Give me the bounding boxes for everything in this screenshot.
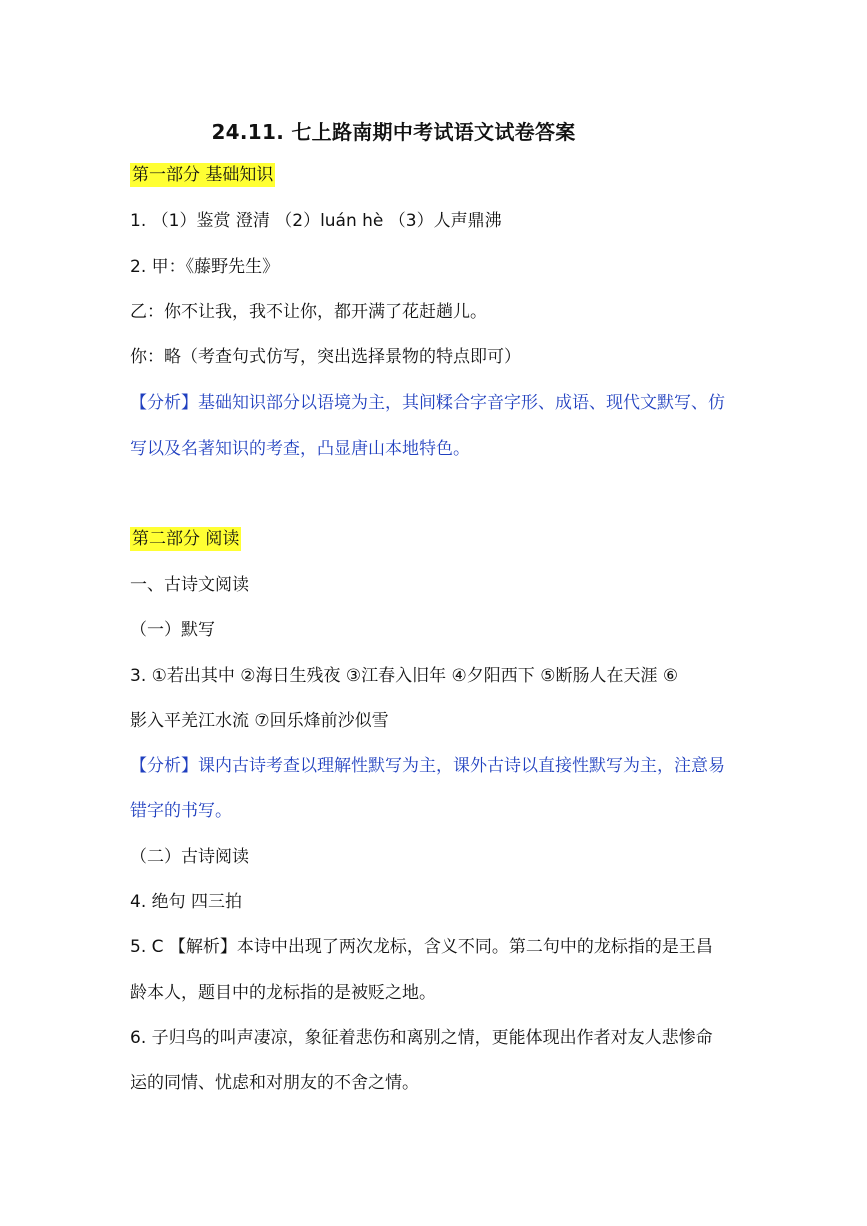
answer-q4: 4. 绝句 四三拍 — [130, 892, 243, 912]
answer-q6-line1: 6. 子归鸟的叫声凄凉，象征着悲伤和离别之情，更能体现出作者对友人悲惨命 — [130, 1028, 713, 1048]
subsection-classical-reading: 一、古诗文阅读 — [130, 575, 249, 595]
part1-analysis-line2: 写以及名著知识的考查，凸显唐山本地特色。 — [130, 439, 470, 459]
answer-q3-line2: 影入平羌江水流 ⑦回乐烽前沙似雪 — [130, 711, 389, 731]
part2-analysis-line2: 错字的书写。 — [130, 801, 232, 821]
part2-analysis-line1: 【分析】课内古诗考查以理解性默写为主，课外古诗以直接性默写为主，注意易 — [130, 756, 725, 776]
page-title: 24.11. 七上路南期中考试语文试卷答案 — [211, 120, 576, 144]
answer-q5-line1: 5. C 【解析】本诗中出现了两次龙标，含义不同。第二句中的龙标指的是王昌 — [130, 937, 713, 957]
part1-analysis-line1: 【分析】基础知识部分以语境为主，其间糅合字音字形、成语、现代文默写、仿 — [130, 393, 725, 413]
answer-q6-line2: 运的同情、忧虑和对朋友的不舍之情。 — [130, 1073, 419, 1093]
answer-q2-yi: 乙：你不让我，我不让你，都开满了花赶趟儿。 — [130, 302, 487, 322]
answer-q5-line2: 龄本人，题目中的龙标指的是被贬之地。 — [130, 983, 436, 1003]
part2-heading: 第二部分 阅读 — [132, 529, 240, 549]
answer-q3-line1: 3. ①若出其中 ②海日生残夜 ③江春入旧年 ④夕阳西下 ⑤断肠人在天涯 ⑥ — [130, 666, 679, 686]
part1-heading-line — [130, 163, 275, 187]
subsection-dictation: （一）默写 — [130, 620, 215, 640]
part1-heading: 第一部分 基础知识 — [132, 165, 274, 185]
part2-heading-line — [130, 527, 241, 551]
answer-q1: 1. （1）鉴赏 澄清 （2）luán hè （3）人声鼎沸 — [130, 211, 502, 231]
answer-q2-ni: 你：略（考查句式仿写，突出选择景物的特点即可） — [130, 347, 521, 367]
answer-q2: 2. 甲：《藤野先生》 — [130, 257, 280, 277]
subsection-poem-reading: （二）古诗阅读 — [130, 847, 249, 867]
